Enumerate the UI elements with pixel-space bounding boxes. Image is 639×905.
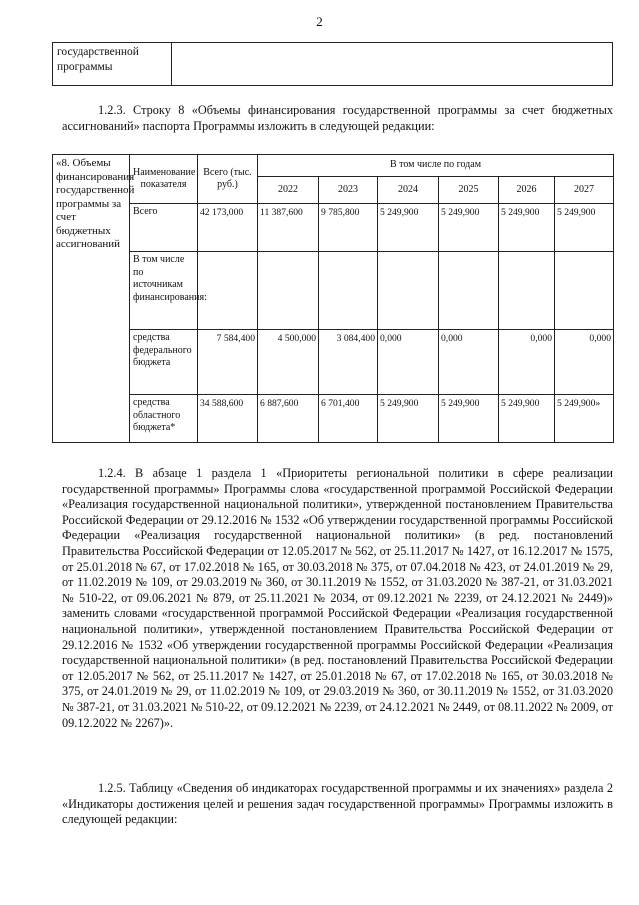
year-value: 0,000 <box>499 330 555 395</box>
year-value <box>258 252 319 330</box>
paragraph-1-2-3 <box>62 103 613 134</box>
total-value: 7 584,400 <box>198 330 258 395</box>
year-value <box>319 252 378 330</box>
year-value: 3 084,400 <box>319 330 378 395</box>
indicator-name: В том числе по источникам финансирования: <box>130 252 198 330</box>
header-years-group: В том числе по годам <box>258 155 614 177</box>
year-value: 5 249,900 <box>439 204 499 252</box>
indicator-name: средства областного бюджета* <box>130 395 198 443</box>
year-value: 0,000 <box>555 330 614 395</box>
passport-table-fragment <box>52 42 613 86</box>
passport-row-label: государственной программы <box>53 43 172 86</box>
year-value: 5 249,900 <box>555 204 614 252</box>
total-value: 34 588,600 <box>198 395 258 443</box>
year-value <box>439 252 499 330</box>
paragraph-1-2-4-text: 1.2.4. В абзаце 1 раздела 1 «Приоритеты региональной политики в сфере реализации государственной программы» Программы слова «государственной программой Российской Федерации «Реализация государственной национальной политики», утвержденной постановлением Правительства Российской Федерации от 29.12.2016 № 1532 «Об утверждении государственной программы Российской Федерации «Реализация государственной национальной политики» (в ред. постановлений Правительства Российской Федерации от 12.05.2017 № 562, от 25.11.2017 № 1427, от 16.12.2017 № 1575, от 25.01.2018 № 67, от 17.02.2018 № 165, от 30.03.2018 № 375, от 07.04.2018 № 423, от 24.01.2019 № 29, от 11.02.2019 № 109, от 29.03.2019 № 360, от 30.11.2019 № 1552, от 31.03.2020 № 387-21, от 31.03.2021 № 510-22, от 09.06.2021 № 879, от 25.11.2021 № 2034, от 09.12.2021 № 2239, от 24.12.2021 № 2449)» заменить словами «государственной программой Российской Федерации «Реализация государственной национальной политики», утвержденной постановлением Правительства Российской Федерации от 29.12.2016 № 1532 «Об утверждении государственной программы Российской Федерации «Реализация государственной национальной политики» (в ред. постановлений Правительства Российской Федерации от 12.05.2017 № 562, от 25.11.2017 № 1427, от 25.01.2018 № 67, от 17.02.2018 № 165, от 30.03.2018 № 375, от 24.01.2019 № 29, от 11.02.2019 № 109, от 29.03.2019 № 360, от 30.11.2019 № 1552, от 31.03.2020 № 387-21, от 31.03.2021 № 510-22, от 09.12.2021 № 2239, от 24.12.2021 № 2449, от 08.11.2022 № 2009, от 09.12.2022 № 2267)». <box>62 466 613 730</box>
year-header: 2025 <box>439 177 499 204</box>
year-value <box>499 252 555 330</box>
paragraph-1-2-5 <box>62 781 613 828</box>
indicator-name: средства федерального бюджета <box>130 330 198 395</box>
year-header: 2022 <box>258 177 319 204</box>
financing-table <box>52 154 614 443</box>
year-header: 2027 <box>555 177 614 204</box>
year-value: 6 887,600 <box>258 395 319 443</box>
row-title-cell: «8. Объемы финансирования государственной программы за счет бюджетных ассигнований <box>53 155 130 443</box>
year-value: 5 249,900 <box>378 395 439 443</box>
page-number: 2 <box>316 14 323 29</box>
table-row <box>53 395 614 443</box>
year-value: 5 249,900 <box>378 204 439 252</box>
year-header: 2026 <box>499 177 555 204</box>
year-value: 11 387,600 <box>258 204 319 252</box>
year-header: 2024 <box>378 177 439 204</box>
paragraph-1-2-5-text: 1.2.5. Таблицу «Сведения об индикаторах государственной программы и их значениях» раздела 2 «Индикаторы достижения целей и решения задач государственной программы» Программы изложить в следующей редакции: <box>62 781 613 827</box>
total-value <box>198 252 258 330</box>
year-value: 0,000 <box>439 330 499 395</box>
year-header: 2023 <box>319 177 378 204</box>
year-value: 0,000 <box>378 330 439 395</box>
year-value: 6 701,400 <box>319 395 378 443</box>
indicator-name: Всего <box>130 204 198 252</box>
year-value: 5 249,900 <box>499 204 555 252</box>
year-value: 4 500,000 <box>258 330 319 395</box>
year-value: 9 785,800 <box>319 204 378 252</box>
paragraph-1-2-4 <box>62 466 613 731</box>
year-value: 5 249,900» <box>555 395 614 443</box>
header-total: Всего (тыс. руб.) <box>198 155 258 204</box>
header-indicator: Наименование показателя <box>130 155 198 204</box>
table-row <box>53 252 614 330</box>
year-value: 5 249,900 <box>439 395 499 443</box>
year-value <box>555 252 614 330</box>
table-row <box>53 330 614 395</box>
passport-row-value <box>172 43 613 86</box>
year-value <box>378 252 439 330</box>
paragraph-1-2-3-text: 1.2.3. Строку 8 «Объемы финансирования государственной программы за счет бюджетных ассигнований» паспорта Программы изложить в следующей редакции: <box>62 103 613 133</box>
table-row <box>53 204 614 252</box>
year-value: 5 249,900 <box>499 395 555 443</box>
total-value: 42 173,000 <box>198 204 258 252</box>
